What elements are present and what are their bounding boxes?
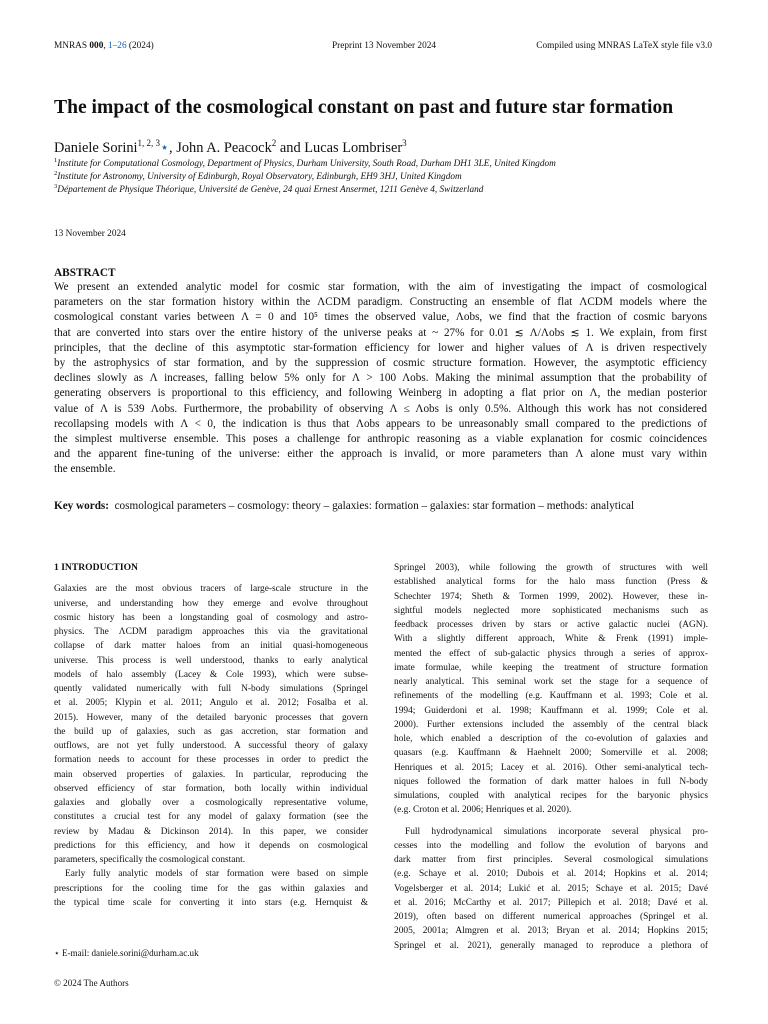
body-line: Galaxies are the most obvious tracers of large-scale structure in the [54,584,368,595]
abstract-line: the ensemble. [54,463,116,476]
abstract-line: cosmological constant varies between Λ = 0 and 10⁵ times the observed value, Λobs, we find that the fraction of cosmic baryons [54,311,707,324]
author-affil-marks: 3 [402,138,407,148]
author-list [54,138,407,157]
abstract-line: parameters on the star formation history within the ΛCDM paradigm. Constructing an ensemble of flat ΛCDM models where the [54,296,707,309]
body-line: constitutes a crucial test for any model of galaxy formation (see the [54,812,368,823]
keywords-label: Key words: [54,500,109,512]
body-line: (e.g. Croton et al. 2006; Henriques et al. 2020). [394,805,572,816]
body-line: parameters, specifically the cosmological constant. [54,855,246,865]
body-line: 2015). However, many of the detailed baryonic processes that govern [54,712,368,723]
author-name: Daniele Sorini [54,139,138,156]
body-line: predictions for this efficiency, and how it depends on cosmological [54,840,368,851]
body-line: sightful models neglected more sophisticated mechanisms such as [394,605,708,616]
right-column [394,561,708,953]
preprint-date: Preprint 13 November 2024 [331,41,437,51]
keywords-text: cosmological parameters – cosmology: theory – galaxies: formation – galaxies: star formation – methods: analytical [114,500,635,512]
keywords [54,500,709,512]
author-name: , John A. Peacock [169,139,272,156]
body-line: review by Madau & Dickinson 2014). In this paper, we consider [54,826,368,837]
journal-name: MNRAS [54,41,90,51]
abstract-body [54,280,707,478]
journal-reference: MNRAS 000, 1–26 (2024) [54,41,154,51]
abstract-line: generating observers is proportional to this efficiency, and following Weinberg in adopting a flat prior on Λ, the median posterior [54,387,707,400]
body-line: galaxies and globally over a cosmologically representative volume, [54,798,368,808]
journal-year: (2024) [126,41,154,51]
affiliation [54,183,483,195]
body-line: mented the effect of sub-galactic physics through a series of approx- [394,648,708,659]
affiliation [54,170,462,182]
body-line: prescriptions for the cooling time for the gas within galaxies and [54,883,368,894]
compiled-note: Compiled using MNRAS LaTeX style file v3.0 [536,41,712,51]
body-line: et al. 2005; Klypin et al. 2011; Angulo et al. 2012; Fosalba et al. [54,698,368,709]
page-range-link[interactable]: 1–26 [108,41,127,51]
body-line: imate formulae, while keeping the treatment of structure formation [394,662,708,673]
body-line: observed efficiency of star formation, both locally within individual [54,783,368,794]
journal-volume: 000 [89,41,104,51]
body-line: established analytical forms for the halo mass function (Press & [394,577,708,588]
body-line: the build up of galaxies, such as gas accretion, star formation and [54,726,368,737]
affiliation-number: 1 [54,157,58,164]
body-line: simulations, coupled with analytical recipes for the baryonic physics [394,791,708,801]
body-line: 1994; Guiderdoni et al. 1998; Kauffmann et al. 1999; Cole et al. [394,705,708,716]
body-line: collapse of dark matter haloes from an initial quasi-homogeneous [54,641,368,652]
submission-date: 13 November 2024 [54,229,126,239]
footnote-star-link[interactable]: ⋆ [160,139,170,156]
body-line: the typical time scale for converting it into stars (e.g. Hernquist & [54,897,368,908]
body-line: Springel 2003), while following the growth of structures with well [394,563,708,573]
abstract-line: and the apparent fine-tuning of the universe: either the approach is invalid, or more parameters than Λ alone must vary within [54,448,707,461]
copyright-notice: © 2024 The Authors [54,978,129,988]
left-column [54,561,368,910]
paper-title: The impact of the cosmological constant on past and future star formation [54,97,674,118]
abstract-heading: ABSTRACT [54,267,116,279]
footnote-email: ⋆ E-mail: daniele.sorini@durham.ac.uk [54,948,199,958]
abstract-line: declines slowly as Λ increases, falling below 5% only for Λ > 100 Λobs. Making the minimal assumption that the probability of [54,372,707,385]
body-line: formation needs to account for these processes in order to predict the [54,755,368,766]
affiliation [54,157,556,169]
body-line: 2000). Further extensions included the assembly of the central black [394,719,708,730]
body-line: universe, and understanding how they emerge and evolve throughout [54,598,368,609]
body-line: 2019), often based on different numerical approaches (Springel et al. [394,912,708,922]
affiliation-text: Institute for Computational Cosmology, Department of Physics, Durham University, South Road, Durham DH1 3LE, United Kingdom [57,159,556,170]
body-line: Early fully analytic models of star formation were based on simple [65,869,368,880]
body-line: cesses into the modelling and follow the evolution of baryons and [394,840,708,851]
author-affil-marks: 2 [271,138,277,148]
author-name: and Lucas Lombriser [276,139,403,156]
body-line: quasars (e.g. Kauffmann & Haehnelt 2000; Somerville et al. 2008; [394,748,708,759]
body-line: Full hydrodynamical simulations incorporate several physical pro- [405,826,708,837]
body-line: outflows, are not yet fully understood. A successful theory of galaxy [54,741,368,751]
body-line: refinements of the modelling (e.g. Kauffmann et al. 1993; Cole et al. [394,691,708,702]
body-line: physics. The ΛCDM paradigm approaches this via the gravitational [54,627,368,637]
body-line: universe. This process is well understood, thanks to early analytical [54,655,368,666]
body-line: (e.g. Schaye et al. 2010; Dubois et al. 2014; Hopkins et al. 2014; [394,869,708,880]
body-line: models of halo assembly (Lacey & Cole 1993), which were subse- [54,669,368,680]
body-line: main observed properties of galaxies. In particular, reproducing the [54,769,368,780]
body-line: niques followed the formation of dark matter haloes in full N-body [394,776,708,787]
body-line: et al. 2016; McCarthy et al. 2017; Pillepich et al. 2018; Davé et al. [394,897,708,908]
body-line: With a slightly different approach, White & Frenk (1991) imple- [394,634,708,645]
body-line: nearly analytical. This seminal work set the stage for a sequence of [394,677,708,687]
abstract-line: recollapsing models with Λ < 0, the indication is thus that Λobs appears to be unreasonably small compared to the predictions of [54,417,707,430]
abstract-line: principles, that the decline of this asymptotic star-formation efficiency for lower and higher values of Λ is driven respectively [54,341,707,354]
abstract-line: value of Λ is 539 Λobs. Furthermore, the probability of observing Λ ≤ Λobs is only 0.5%. Although this work has not considered [54,402,707,415]
body-line: Vogelsberger et al. 2014; Lukić et al. 2015; Schaye et al. 2015; Davé [394,883,708,894]
body-line: 2005, 2001a; Almgren et al. 2013; Bryan et al. 2014; Hopkins 2015; [394,926,708,937]
author-affil-marks: 1, 2, 3 [137,138,161,148]
affiliation-text: Département de Physique Théorique, Université de Genève, 24 quai Ernest Ansermet, 1211 Genève 4, Switzerland [57,185,484,196]
abstract-line: We present an extended analytic model for cosmic star formation, with the aim of investigating the impact of cosmological [54,281,707,293]
body-line: Springel et al. 2021), generally managed to reproduce a plethora of [394,940,708,951]
affiliation-text: Institute for Astronomy, University of Edinburgh, Royal Observatory, Edinburgh, EH9 3HJ, United Kingdom [57,172,462,183]
body-line: quently validated numerically with full N-body simulations (Springel [54,684,368,694]
abstract-line: that are converted into stars over the entire history of the universe peaks at ~ 27% for 0.01 ≲ Λ/Λobs ≲ 1. We explain, from first [54,326,707,339]
body-line: Henriques et al. 2015; Lacey et al. 2016). Other semi-analytical tech- [394,762,708,773]
body-line: hole, which enabled a description of the co-evolution of galaxies and [394,734,708,744]
section-heading: 1 INTRODUCTION [54,562,138,573]
body-line: dark matter from first principles. Several cosmological simulations [394,855,708,865]
affiliation-number: 2 [54,170,58,177]
affiliation-number: 3 [54,183,58,190]
body-line: feedback processes driven by stars or active galactic nuclei (AGN). [394,620,708,630]
abstract-line: by the astrophysics of star formation, and by the suppression of cosmic structure formation. However, the asymptotic efficiency [54,357,707,370]
body-line: Schechter 1974; Sheth & Tormen 1999, 2002). However, these in- [394,591,708,602]
body-line: cosmic history has been a longstanding goal of cosmology and astro- [54,612,368,623]
abstract-line: the simplest multiverse ensemble. This poses a challenge for anthropic reasoning as a viable explanation for cosmic coincidences [54,433,707,446]
